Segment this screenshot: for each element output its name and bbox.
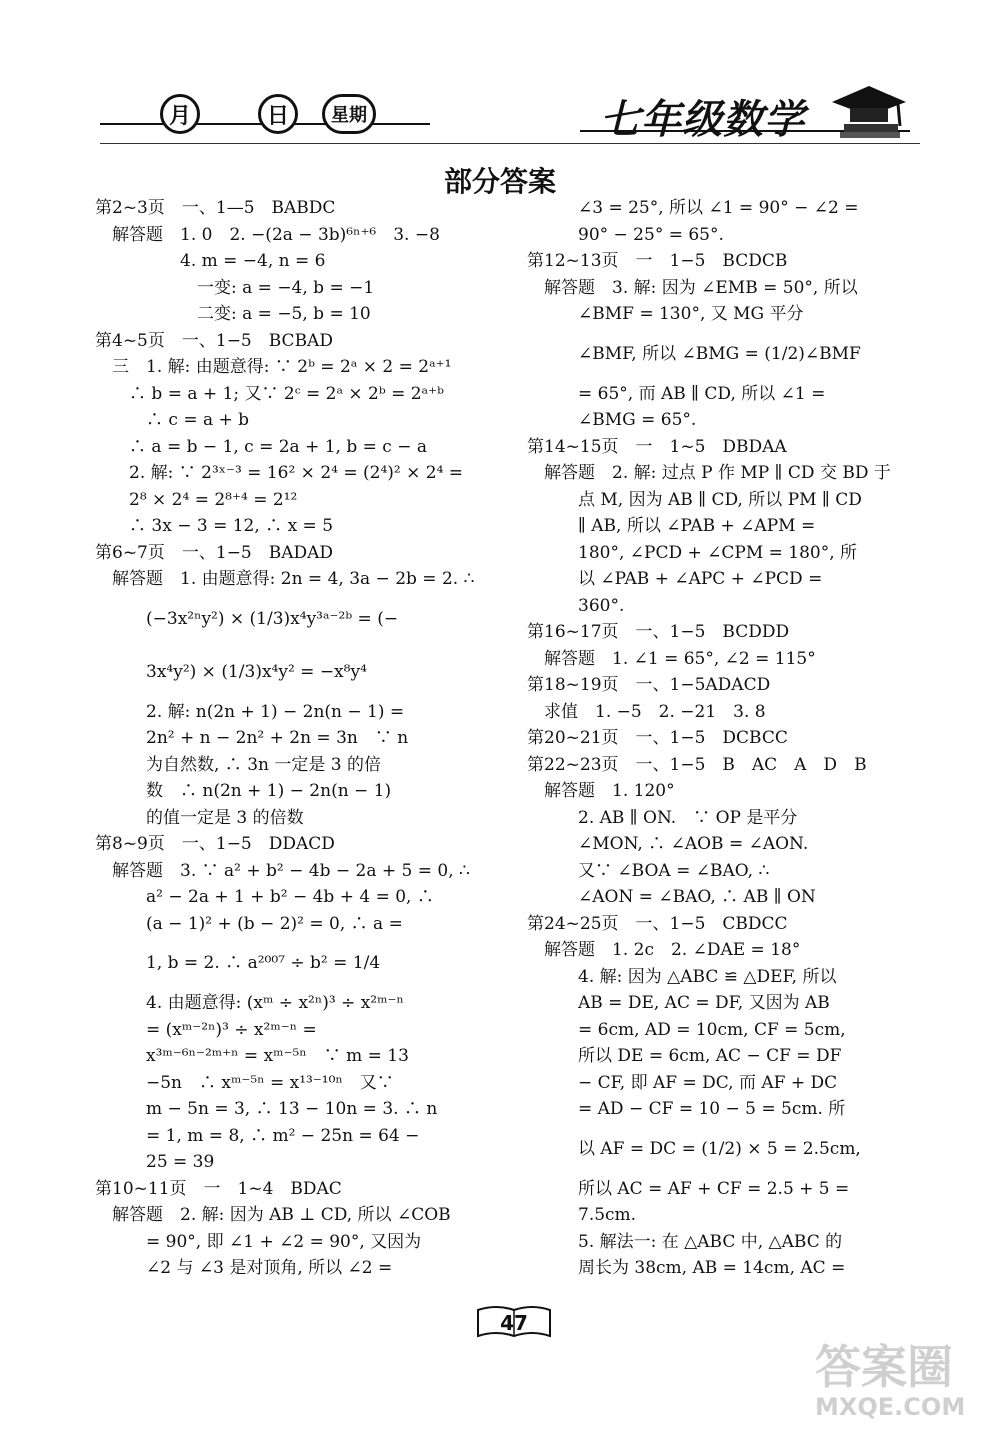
answer-line: 第16~17页 一、1−5 BCDDD xyxy=(527,622,790,642)
answer-line: 一变: a = −4, b = −1 xyxy=(95,277,375,298)
answer-line: 解答题 1. ∠1 = 65°, ∠2 = 115° xyxy=(527,648,816,669)
answer-line: 以 ∠PAB + ∠APC + ∠PCD = xyxy=(527,569,823,589)
answer-line: 4. 解: 因为 △ABC ≌ △DEF, 所以 xyxy=(527,966,837,987)
answer-line: 周长为 38cm, AB = 14cm, AC = xyxy=(527,1258,846,1278)
answer-line: 解答题 2. 解: 过点 P 作 MP ∥ CD 交 BD 于 xyxy=(527,463,891,483)
answer-line: ∠3 = 25°, 所以 ∠1 = 90° − ∠2 = xyxy=(527,198,859,218)
answer-line: = 6cm, AD = 10cm, CF = 5cm, xyxy=(527,1019,846,1040)
answer-line: 点 M, 因为 AB ∥ CD, 所以 PM ∥ CD xyxy=(527,489,862,510)
answer-line: 第12~13页 一 1−5 BCDCB xyxy=(527,251,788,271)
answer-line: = 90°, 即 ∠1 + ∠2 = 90°, 又因为 xyxy=(95,1231,422,1252)
month-label: 月 xyxy=(160,94,200,134)
answer-line: ∴ b = a + 1; 又∵ 2ᶜ = 2ᵃ × 2ᵇ = 2ᵃ⁺ᵇ xyxy=(95,383,444,404)
answer-line: 解答题 1. 120° xyxy=(527,781,675,801)
answer-line: 第4~5页 一、1−5 BCBAD xyxy=(95,330,333,351)
answer-line: 解答题 2. 解: 因为 AB ⊥ CD, 所以 ∠COB xyxy=(95,1205,451,1225)
answer-line: 第20~21页 一、1−5 DCBCC xyxy=(527,728,788,748)
answer-line: 25 = 39 xyxy=(95,1152,215,1172)
answer-line: (a − 1)² + (b − 2)² = 0, ∴ a = xyxy=(95,913,403,934)
answer-line: 所以 AC = AF + CF = 2.5 + 5 = xyxy=(527,1178,850,1199)
answer-line: 第6~7页 一、1−5 BADAD xyxy=(95,542,334,563)
page-title: 部分答案 xyxy=(443,165,556,198)
right-answer-column xyxy=(527,195,927,1282)
answer-line: ∠BMG = 65°. xyxy=(527,410,697,430)
answer-line: 解答题 3. 解: 因为 ∠EMB = 50°, 所以 xyxy=(527,277,858,298)
answer-line: 第24~25页 一、1−5 CBDCC xyxy=(527,913,788,934)
answer-line: ∴ 3x − 3 = 12, ∴ x = 5 xyxy=(95,516,334,536)
page-number-text: 47 xyxy=(500,1311,528,1335)
answer-line: ∠AON = ∠BAO, ∴ AB ∥ ON xyxy=(527,887,816,907)
answer-line: 360°. xyxy=(527,595,625,616)
answer-line: (−3x²ⁿy²) × (1/3)x⁴y³ᵃ⁻²ᵇ = (− xyxy=(95,608,399,629)
answer-line: 第14~15页 一 1~5 DBDAA xyxy=(527,436,787,457)
answer-line: 解答题 1. 由题意得: 2n = 4, 3a − 2b = 2. ∴ xyxy=(95,569,475,589)
page-number xyxy=(480,1308,548,1338)
answer-line: − CF, 即 AF = DC, 而 AF + DC xyxy=(527,1072,838,1093)
answer-line: 2⁸ × 2⁴ = 2⁸⁺⁴ = 2¹² xyxy=(95,489,298,510)
answer-line: = 65°, 而 AB ∥ CD, 所以 ∠1 = xyxy=(527,383,826,404)
answer-line: ∠2 与 ∠3 是对顶角, 所以 ∠2 = xyxy=(95,1258,393,1278)
answer-line: 2. AB ∥ ON. ∵ OP 是平分 xyxy=(527,807,798,828)
answer-line: 的值一定是 3 的倍数 xyxy=(95,807,304,828)
answer-line: 解答题 1. 2c 2. ∠DAE = 18° xyxy=(527,940,801,960)
answer-line: 第10~11页 一 1~4 BDAC xyxy=(95,1178,342,1199)
answer-line: −5n ∴ xᵐ⁻⁵ⁿ = x¹³⁻¹⁰ⁿ 又∵ xyxy=(95,1072,394,1093)
weekday-label: 星期 xyxy=(322,94,376,134)
answer-line: 所以 DE = 6cm, AC − CF = DF xyxy=(527,1046,842,1066)
answer-line: 为自然数, ∴ 3n 一定是 3 的倍 xyxy=(95,754,382,775)
answer-line: m − 5n = 3, ∴ 13 − 10n = 3. ∴ n xyxy=(95,1099,438,1119)
answer-line: 180°, ∠PCD + ∠CPM = 180°, 所 xyxy=(527,542,858,563)
answer-line: 二变: a = −5, b = 10 xyxy=(95,304,371,324)
answer-line: = AD − CF = 10 − 5 = 5cm. 所 xyxy=(527,1099,846,1119)
answer-line: 5. 解法一: 在 △ABC 中, △ABC 的 xyxy=(527,1231,843,1252)
answer-line: ∠MON, ∴ ∠AOB = ∠AON. xyxy=(527,834,809,854)
answer-line: AB = DE, AC = DF, 又因为 AB xyxy=(527,993,830,1013)
answer-line: ∠BMF, 所以 ∠BMG = (1/2)∠BMF xyxy=(527,343,861,364)
answer-line: 第2~3页 一、1—5 BABDC xyxy=(95,198,336,218)
left-answer-column xyxy=(95,195,505,1282)
answer-line: 3x⁴y²) × (1/3)x⁴y² = −x⁸y⁴ xyxy=(95,661,367,682)
graduation-cap-icon xyxy=(830,82,908,142)
answer-line: x³ᵐ⁻⁶ⁿ⁻²ᵐ⁺ⁿ = xᵐ⁻⁵ⁿ ∵ m = 13 xyxy=(95,1046,409,1066)
answer-line: a² − 2a + 1 + b² − 4b + 4 = 0, ∴ xyxy=(95,887,434,907)
grade-subject-title: 七年级数学 xyxy=(600,97,805,143)
answer-line: 4. m = −4, n = 6 xyxy=(95,251,326,271)
answer-line: ∴ a = b − 1, c = 2a + 1, b = c − a xyxy=(95,436,427,457)
answer-line: 第18~19页 一、1−5ADACD xyxy=(527,675,771,695)
answer-line: 求值 1. −5 2. −21 3. 8 xyxy=(527,701,766,722)
answer-line: ∴ c = a + b xyxy=(95,410,250,430)
answer-line: 第8~9页 一、1−5 DDACD xyxy=(95,834,335,854)
day-label: 日 xyxy=(258,94,298,134)
answer-line: 90° − 25° = 65°. xyxy=(527,224,724,245)
answer-line: 2. 解: n(2n + 1) − 2n(n − 1) = xyxy=(95,701,405,722)
answer-line: 解答题 1. 0 2. −(2a − 3b)⁶ⁿ⁺⁶ 3. −8 xyxy=(95,224,440,245)
answer-line: 4. 由题意得: (xᵐ ÷ x²ⁿ)³ ÷ x²ᵐ⁻ⁿ xyxy=(95,993,404,1013)
answer-line: = (xᵐ⁻²ⁿ)³ ÷ x²ᵐ⁻ⁿ = xyxy=(95,1019,317,1040)
answer-line: 解答题 3. ∵ a² + b² − 4b − 2a + 5 = 0, ∴ xyxy=(95,860,470,881)
answer-line: = 1, m = 8, ∴ m² − 25n = 64 − xyxy=(95,1125,420,1146)
answer-line: ∥ AB, 所以 ∠PAB + ∠APM = xyxy=(527,516,816,536)
answer-line: 2n² + n − 2n² + 2n = 3n ∵ n xyxy=(95,728,409,748)
answer-line: 7.5cm. xyxy=(527,1205,637,1225)
answer-line: 又∵ ∠BOA = ∠BAO, ∴ xyxy=(527,860,770,881)
answer-line: ∠BMF = 130°, 又 MG 平分 xyxy=(527,304,804,324)
answer-line: 第22~23页 一、1−5 B AC A D B xyxy=(527,754,867,775)
answer-line: 三 1. 解: 由题意得: ∵ 2ᵇ = 2ᵃ × 2 = 2ᵃ⁺¹ xyxy=(95,357,452,377)
answer-line: 数 ∴ n(2n + 1) − 2n(n − 1) xyxy=(95,781,392,801)
watermark-brand: 答案圈 xyxy=(815,1340,953,1394)
answer-line: 1, b = 2. ∴ a²⁰⁰⁷ ÷ b² = 1/4 xyxy=(95,953,381,973)
answer-line: 以 AF = DC = (1/2) × 5 = 2.5cm, xyxy=(527,1138,861,1159)
answer-line: 2. 解: ∵ 2³ˣ⁻³ = 16² × 2⁴ = (2⁴)² × 2⁴ = xyxy=(95,463,464,483)
watermark-logo xyxy=(815,1340,985,1430)
watermark-url: MXQE.COM xyxy=(815,1393,966,1421)
